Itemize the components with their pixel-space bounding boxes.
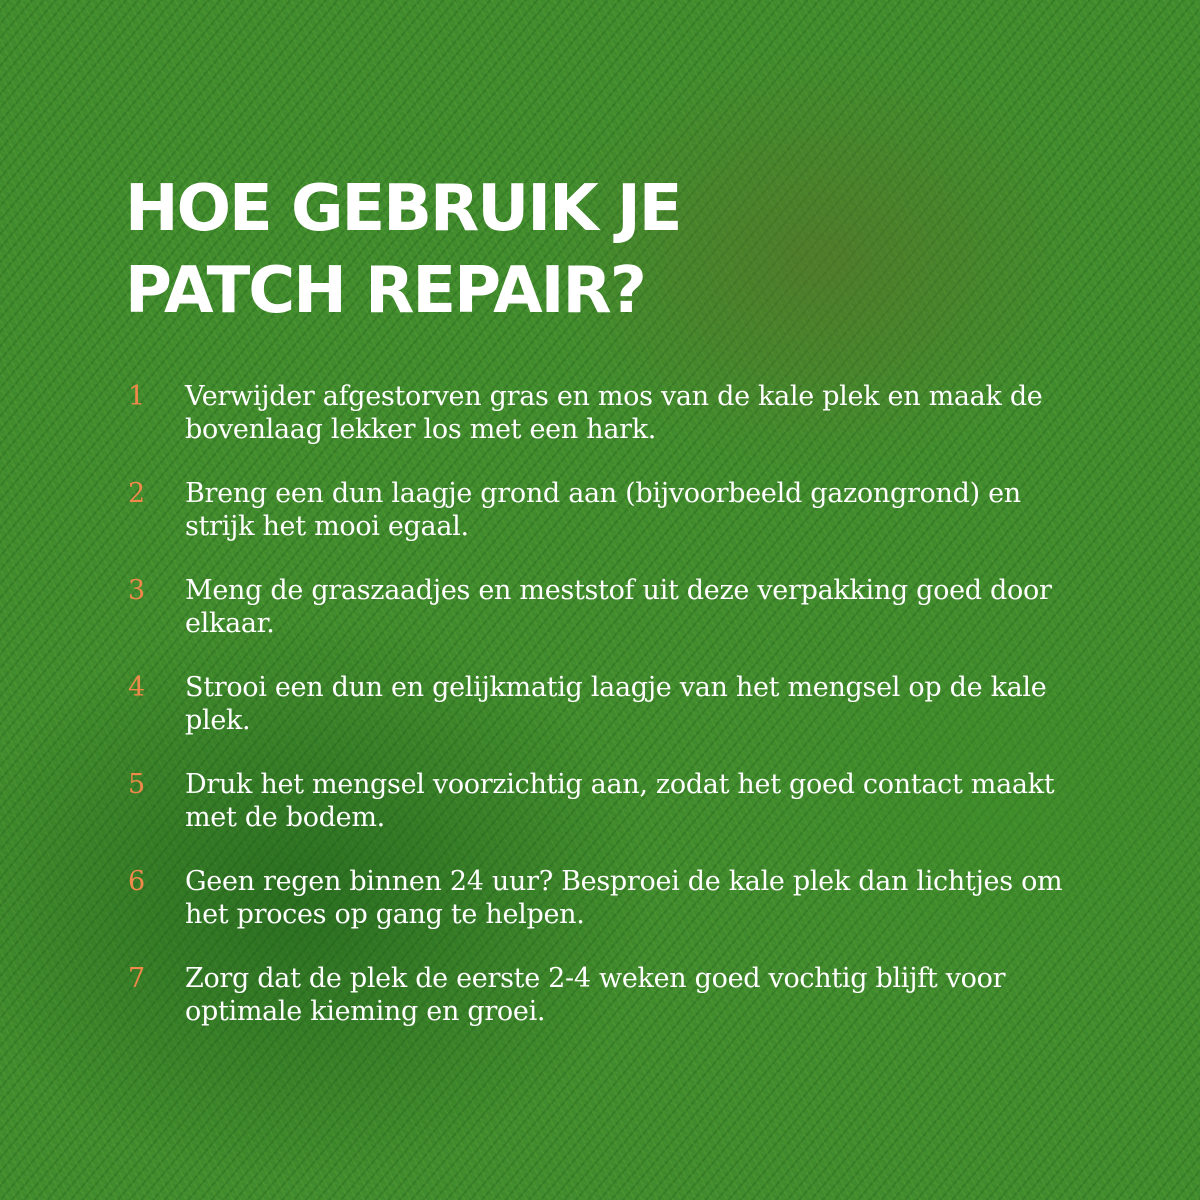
step-text: Meng de graszaadjes en meststof uit deze verpakking goed door elkaar. — [185, 575, 1052, 639]
step-item — [128, 380, 1085, 477]
step-text: Verwijder afgestorven gras en mos van de kale plek en maak de bovenlaag lekker los met een hark. — [185, 381, 1043, 445]
step-item — [128, 865, 1085, 962]
step-text: Druk het mengsel voorzichtig aan, zodat het goed contact maakt met de bodem. — [185, 769, 1055, 833]
title-line-1: HOE GEBRUIK JE — [125, 172, 681, 246]
step-number: 2 — [128, 478, 146, 509]
step-item — [128, 962, 1085, 1059]
step-text: Zorg dat de plek de eerste 2-4 weken goed vochtig blijft voor optimale kieming en groei. — [185, 963, 1006, 1027]
step-item — [128, 768, 1085, 865]
step-text: Breng een dun laagje grond aan (bijvoorbeeld gazongrond) en strijk het mooi egaal. — [185, 478, 1021, 542]
page-title — [125, 168, 680, 332]
step-number: 4 — [128, 672, 146, 703]
step-number: 3 — [128, 575, 146, 606]
step-number: 6 — [128, 866, 146, 897]
steps-list — [128, 380, 1085, 1059]
step-text: Strooi een dun en gelijkmatig laagje van het mengsel op de kale plek. — [185, 672, 1047, 736]
step-item — [128, 671, 1085, 768]
step-number: 5 — [128, 769, 146, 800]
step-text: Geen regen binnen 24 uur? Besproei de kale plek dan lichtjes om het proces op gang te helpen. — [185, 866, 1063, 930]
title-line-2: PATCH REPAIR? — [125, 254, 645, 328]
step-item — [128, 477, 1085, 574]
step-item — [128, 574, 1085, 671]
step-number: 7 — [128, 963, 146, 994]
step-number: 1 — [128, 381, 146, 412]
